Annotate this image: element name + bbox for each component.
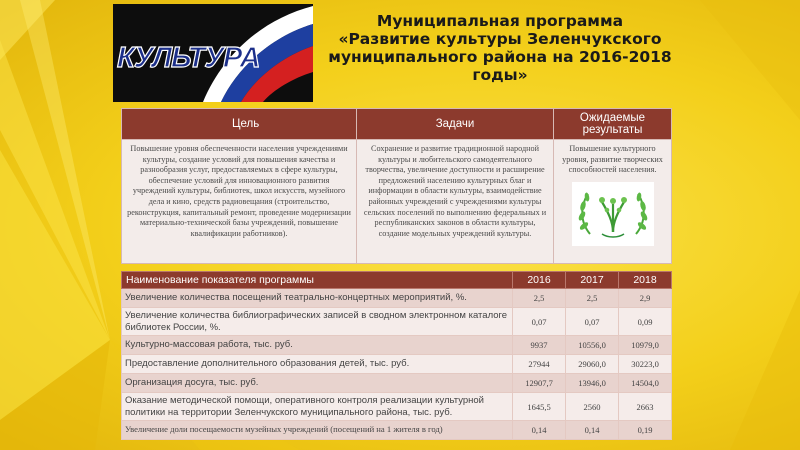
logo-text: КУЛЬТУРА: [117, 42, 260, 74]
goals-table: [121, 108, 672, 264]
results-text: Повышение культурного уровня, развитие творческих способностей населения.: [562, 144, 663, 175]
value-2017: 13946,0: [566, 374, 619, 393]
header-results: Ожидаемые результаты: [554, 109, 672, 140]
table-row: [122, 421, 672, 440]
title-line-1: Муниципальная программа: [376, 12, 624, 30]
value-2018: 30223,0: [619, 355, 672, 374]
value-2016: 2,5: [513, 289, 566, 308]
indicator-name: Культурно-массовая работа, тыс. руб.: [122, 336, 513, 355]
table-row: [122, 355, 672, 374]
tasks-text: Сохранение и развитие традиционной народной культуры и любительского самодеятельного творчества, увеличение доступности и расширение предложений населению культурных благ и информации в области культуры, взаимодействие районных учреждений с учреждениями культуры сельских поселений по выполнению федеральных и республиканских законов в области культуры, создание модельных учреждений культуры.: [357, 140, 554, 264]
goal-text: Повышение уровня обеспеченности населения учреждениями культуры, создание условий для повышения качества и разнообразия услуг, предоставляемых в сфере культуры, обеспечение условий для инновационного развития учреждений культуры, библиотек, школ искусств, музейного дела и кино, средств радиовещания (строительство, реконструкция, капитальный ремонт, проведение модернизации материально-технической базы учреждений, повышение квалификации работников).: [122, 140, 357, 264]
indicator-name: Организация досуга, тыс. руб.: [122, 374, 513, 393]
wreath-emblem-icon: [572, 182, 654, 246]
indicators-table: [121, 271, 672, 440]
header-indicator-name: Наименование показателя программы: [122, 272, 513, 289]
value-2016: 27944: [513, 355, 566, 374]
results-cell: [554, 140, 672, 264]
value-2016: 12907,7: [513, 374, 566, 393]
indicator-name: Увеличение количества библиографических записей в сводном электронном каталоге библиотек России, %.: [122, 308, 513, 336]
table-row: [122, 393, 672, 421]
value-2018: 2,9: [619, 289, 672, 308]
value-2016: 0,07: [513, 308, 566, 336]
header-goal: Цель: [122, 109, 357, 140]
table-row: [122, 308, 672, 336]
value-2016: 0,14: [513, 421, 566, 440]
table-row: [122, 289, 672, 308]
indicator-name: Увеличение доли посещаемости музейных учреждений (посещений на 1 жителя в год): [122, 421, 513, 440]
value-2017: 0,14: [566, 421, 619, 440]
value-2016: 1645,5: [513, 393, 566, 421]
title-line-2: «Развитие культуры Зеленчукского: [338, 30, 662, 48]
value-2018: 2663: [619, 393, 672, 421]
indicator-name: Оказание методической помощи, оперативного контроля реализации культурной политики на территории Зеленчукского муниципального района, тыс. руб.: [122, 393, 513, 421]
header-2017: 2017: [566, 272, 619, 289]
header-tasks: Задачи: [357, 109, 554, 140]
table-row: [122, 374, 672, 393]
value-2018: 0,19: [619, 421, 672, 440]
value-2017: 2,5: [566, 289, 619, 308]
indicator-name: Увеличение количества посещений театрально-концертных мероприятий, %.: [122, 289, 513, 308]
value-2018: 14504,0: [619, 374, 672, 393]
value-2016: 9937: [513, 336, 566, 355]
value-2018: 0,09: [619, 308, 672, 336]
header-2018: 2018: [619, 272, 672, 289]
title-line-3: муниципального района на 2016-2018: [328, 48, 672, 66]
header-2016: 2016: [513, 272, 566, 289]
page-title: [315, 12, 685, 84]
value-2017: 10556,0: [566, 336, 619, 355]
table-row: [122, 336, 672, 355]
value-2018: 10979,0: [619, 336, 672, 355]
kultura-logo: [113, 4, 313, 102]
title-line-4: годы»: [472, 66, 528, 84]
indicator-name: Предоставление дополнительного образования детей, тыс. руб.: [122, 355, 513, 374]
value-2017: 0,07: [566, 308, 619, 336]
value-2017: 29060,0: [566, 355, 619, 374]
value-2017: 2560: [566, 393, 619, 421]
